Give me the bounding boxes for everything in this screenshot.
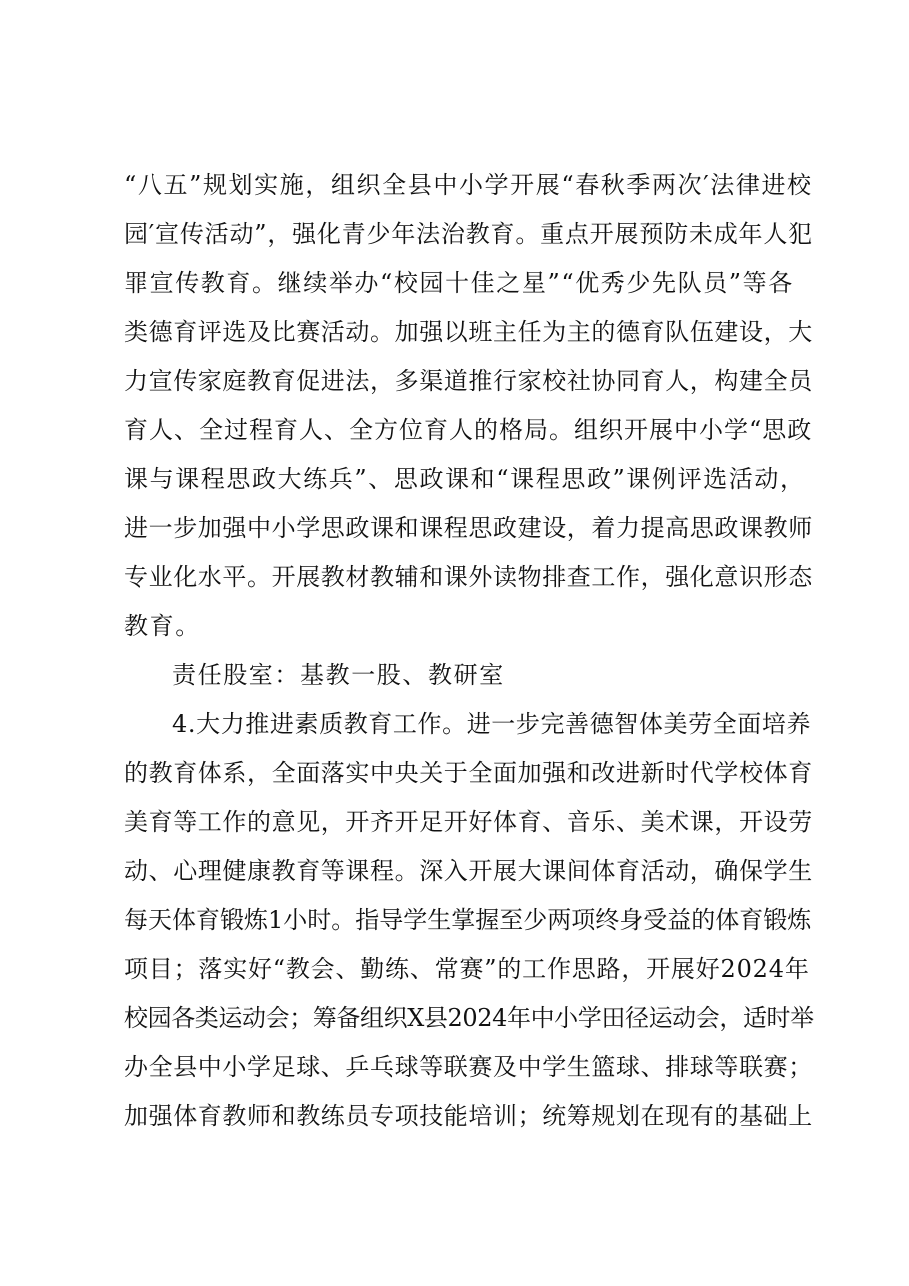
paragraph-line: 力宣传家庭教育促进法，多渠道推行家校社协同育人，构建全员 bbox=[124, 367, 813, 395]
document-body bbox=[124, 161, 814, 1141]
section-heading-line: 4.大力推进素质教育工作。进一步完善德智体美劳全面培养 bbox=[172, 710, 812, 738]
paragraph-line: 类德育评选及比赛活动。加强以班主任为主的德育队伍建设，大 bbox=[124, 318, 813, 346]
paragraph-line: 校园各类运动会；筹备组织X县2024年中小学田径运动会，适时举 bbox=[124, 1004, 814, 1032]
paragraph-line: 加强体育教师和教练员专项技能培训；统筹规划在现有的基础上 bbox=[124, 1102, 813, 1130]
paragraph-line: 美育等工作的意见，开齐开足开好体育、音乐、美术课，开设劳 bbox=[124, 808, 813, 836]
paragraph-line: 进一步加强中小学思政课和课程思政建设，着力提高思政课教师 bbox=[124, 514, 813, 542]
paragraph-line: 项目；落实好“教会、勤练、常赛”的工作思路，开展好2024年 bbox=[124, 955, 810, 983]
paragraph-line: 教育。 bbox=[124, 612, 201, 640]
paragraph-line: 动、心理健康教育等课程。深入开展大课间体育活动，确保学生 bbox=[124, 857, 813, 885]
responsible-office-line: 责任股室：基教一股、教研室 bbox=[172, 661, 505, 689]
paragraph-line: 育人、全过程育人、全方位育人的格局。组织开展中小学“思政 bbox=[124, 416, 813, 444]
paragraph-line: 专业化水平。开展教材教辅和课外读物排查工作，强化意识形态 bbox=[124, 563, 813, 591]
paragraph-line: 罪宣传教育。继续举办“校园十佳之星”“优秀少先队员”等各 bbox=[124, 269, 794, 297]
paragraph-line: 办全县中小学足球、乒乓球等联赛及中学生篮球、排球等联赛； bbox=[124, 1053, 813, 1081]
paragraph-line: 的教育体系，全面落实中央关于全面加强和改进新时代学校体育 bbox=[124, 759, 813, 787]
paragraph-line: “八五”规划实施，组织全县中小学开展“春秋季两次′法律进校 bbox=[124, 171, 813, 199]
paragraph-line: 园′宣传活动”，强化青少年法治教育。重点开展预防未成年人犯 bbox=[124, 220, 813, 248]
paragraph-line: 课与课程思政大练兵”、思政课和“课程思政”课例评选活动， bbox=[124, 465, 806, 493]
paragraph-line: 每天体育锻炼1小时。指导学生掌握至少两项终身受益的体育锻炼 bbox=[124, 906, 812, 934]
